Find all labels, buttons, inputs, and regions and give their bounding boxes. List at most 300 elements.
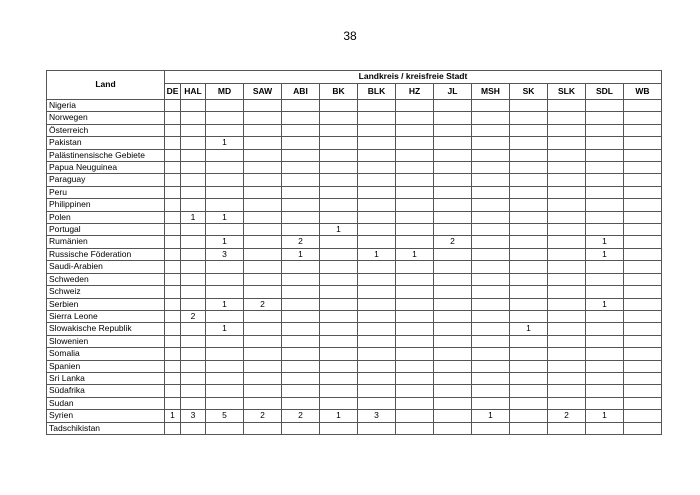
value-cell	[472, 335, 510, 347]
value-cell	[181, 323, 206, 335]
value-cell	[586, 186, 624, 198]
value-cell	[282, 298, 320, 310]
value-cell	[548, 124, 586, 136]
value-cell	[165, 298, 181, 310]
value-cell	[510, 124, 548, 136]
value-cell	[434, 224, 472, 236]
country-name: Nigeria	[47, 100, 165, 112]
value-cell: 2	[434, 236, 472, 248]
country-name: Palästinensische Gebiete	[47, 149, 165, 161]
value-cell	[320, 162, 358, 174]
value-cell	[434, 162, 472, 174]
value-cell	[282, 112, 320, 124]
value-cell	[624, 360, 662, 372]
value-cell	[282, 199, 320, 211]
value-cell	[510, 397, 548, 409]
value-cell	[358, 100, 396, 112]
country-name: Saudi-Arabien	[47, 261, 165, 273]
value-cell	[244, 100, 282, 112]
value-cell	[624, 410, 662, 422]
value-cell	[586, 211, 624, 223]
value-cell	[434, 335, 472, 347]
value-cell	[510, 286, 548, 298]
value-cell	[396, 410, 434, 422]
value-cell	[320, 298, 358, 310]
value-cell	[434, 124, 472, 136]
value-cell	[586, 310, 624, 322]
value-cell	[282, 360, 320, 372]
table-row	[47, 162, 662, 174]
value-cell	[472, 174, 510, 186]
value-cell	[396, 124, 434, 136]
value-cell: 3	[358, 410, 396, 422]
value-cell	[358, 348, 396, 360]
value-cell	[472, 323, 510, 335]
value-cell	[548, 335, 586, 347]
value-cell	[548, 310, 586, 322]
value-cell	[434, 310, 472, 322]
table-row	[47, 211, 662, 223]
value-cell	[586, 385, 624, 397]
value-cell	[165, 335, 181, 347]
value-cell	[624, 286, 662, 298]
value-cell	[358, 211, 396, 223]
value-cell	[396, 385, 434, 397]
value-cell	[586, 162, 624, 174]
value-cell	[320, 199, 358, 211]
column-header-jl: JL	[434, 84, 472, 100]
value-cell	[434, 112, 472, 124]
table-row	[47, 273, 662, 285]
value-cell	[206, 422, 244, 434]
value-cell	[396, 298, 434, 310]
value-cell	[165, 211, 181, 223]
value-cell	[396, 310, 434, 322]
value-cell	[206, 112, 244, 124]
value-cell	[206, 335, 244, 347]
value-cell	[181, 385, 206, 397]
value-cell	[548, 348, 586, 360]
value-cell	[624, 199, 662, 211]
value-cell	[396, 348, 434, 360]
value-cell	[472, 224, 510, 236]
value-cell	[358, 273, 396, 285]
value-cell	[320, 310, 358, 322]
value-cell	[510, 112, 548, 124]
value-cell	[510, 273, 548, 285]
value-cell	[244, 397, 282, 409]
value-cell	[181, 261, 206, 273]
value-cell	[548, 174, 586, 186]
value-cell	[181, 348, 206, 360]
country-name: Syrien	[47, 410, 165, 422]
value-cell	[396, 162, 434, 174]
value-cell	[358, 261, 396, 273]
value-cell	[434, 186, 472, 198]
value-cell	[548, 273, 586, 285]
value-cell: 1	[586, 236, 624, 248]
value-cell	[472, 248, 510, 260]
value-cell	[472, 137, 510, 149]
value-cell	[320, 174, 358, 186]
value-cell	[320, 397, 358, 409]
value-cell	[624, 137, 662, 149]
value-cell	[396, 261, 434, 273]
value-cell	[282, 149, 320, 161]
value-cell	[396, 397, 434, 409]
value-cell	[586, 112, 624, 124]
column-header-bk: BK	[320, 84, 358, 100]
value-cell	[434, 248, 472, 260]
value-cell	[181, 224, 206, 236]
value-cell	[181, 199, 206, 211]
value-cell	[510, 199, 548, 211]
value-cell	[320, 186, 358, 198]
table-body	[47, 100, 662, 435]
value-cell	[510, 298, 548, 310]
value-cell	[358, 186, 396, 198]
value-cell	[434, 100, 472, 112]
value-cell	[244, 335, 282, 347]
value-cell	[244, 137, 282, 149]
column-header-hal: HAL	[181, 84, 206, 100]
value-cell	[510, 385, 548, 397]
value-cell	[244, 372, 282, 384]
country-name: Österreich	[47, 124, 165, 136]
country-name: Philippinen	[47, 199, 165, 211]
country-name: Schweiz	[47, 286, 165, 298]
value-cell	[472, 422, 510, 434]
table-row	[47, 236, 662, 248]
column-header-sk: SK	[510, 84, 548, 100]
value-cell	[434, 323, 472, 335]
country-name: Somalia	[47, 348, 165, 360]
column-header-slk: SLK	[548, 84, 586, 100]
value-cell	[282, 372, 320, 384]
value-cell	[434, 261, 472, 273]
value-cell	[396, 186, 434, 198]
value-cell	[165, 310, 181, 322]
value-cell	[165, 124, 181, 136]
value-cell	[548, 100, 586, 112]
value-cell	[282, 261, 320, 273]
value-cell	[181, 422, 206, 434]
value-cell	[282, 286, 320, 298]
value-cell	[396, 236, 434, 248]
value-cell	[206, 186, 244, 198]
value-cell	[320, 211, 358, 223]
value-cell	[282, 273, 320, 285]
value-cell: 1	[206, 236, 244, 248]
value-cell	[472, 372, 510, 384]
table-row	[47, 137, 662, 149]
value-cell	[548, 360, 586, 372]
value-cell	[165, 162, 181, 174]
value-cell	[396, 335, 434, 347]
value-cell	[244, 286, 282, 298]
value-cell	[624, 224, 662, 236]
value-cell	[282, 323, 320, 335]
value-cell	[434, 273, 472, 285]
table-row	[47, 385, 662, 397]
table-row	[47, 224, 662, 236]
value-cell	[282, 335, 320, 347]
value-cell	[181, 335, 206, 347]
column-header-sdl: SDL	[586, 84, 624, 100]
value-cell	[586, 348, 624, 360]
value-cell	[244, 174, 282, 186]
value-cell	[165, 348, 181, 360]
country-name: Slowakische Republik	[47, 323, 165, 335]
value-cell	[548, 422, 586, 434]
table-row	[47, 100, 662, 112]
value-cell: 2	[181, 310, 206, 322]
value-cell	[586, 100, 624, 112]
value-cell	[510, 372, 548, 384]
value-cell	[244, 360, 282, 372]
value-cell	[206, 273, 244, 285]
value-cell: 1	[206, 323, 244, 335]
value-cell	[472, 286, 510, 298]
value-cell	[472, 310, 510, 322]
value-cell	[472, 211, 510, 223]
value-cell	[165, 372, 181, 384]
page-number: 38	[343, 29, 357, 43]
value-cell	[548, 224, 586, 236]
value-cell	[282, 310, 320, 322]
value-cell	[206, 372, 244, 384]
value-cell	[244, 348, 282, 360]
value-cell	[434, 137, 472, 149]
value-cell	[165, 286, 181, 298]
value-cell	[624, 100, 662, 112]
value-cell	[244, 310, 282, 322]
value-cell: 1	[586, 298, 624, 310]
value-cell	[358, 360, 396, 372]
value-cell	[396, 286, 434, 298]
statistics-table	[46, 70, 662, 435]
value-cell	[244, 261, 282, 273]
value-cell	[472, 236, 510, 248]
value-cell	[472, 360, 510, 372]
value-cell	[472, 298, 510, 310]
value-cell	[206, 385, 244, 397]
value-cell: 2	[548, 410, 586, 422]
value-cell: 1	[206, 211, 244, 223]
value-cell	[624, 236, 662, 248]
value-cell	[181, 112, 206, 124]
value-cell	[510, 422, 548, 434]
value-cell	[396, 112, 434, 124]
value-cell	[358, 236, 396, 248]
value-cell	[548, 248, 586, 260]
value-cell: 5	[206, 410, 244, 422]
value-cell	[548, 211, 586, 223]
value-cell	[358, 124, 396, 136]
value-cell	[586, 286, 624, 298]
table-row	[47, 323, 662, 335]
value-cell	[320, 261, 358, 273]
value-cell	[434, 286, 472, 298]
value-cell	[165, 174, 181, 186]
value-cell	[624, 385, 662, 397]
value-cell	[586, 199, 624, 211]
value-cell	[282, 124, 320, 136]
value-cell	[396, 199, 434, 211]
value-cell	[320, 124, 358, 136]
value-cell	[548, 261, 586, 273]
column-header-blk: BLK	[358, 84, 396, 100]
value-cell: 1	[206, 137, 244, 149]
column-header-msh: MSH	[472, 84, 510, 100]
value-cell	[624, 323, 662, 335]
value-cell	[586, 124, 624, 136]
value-cell	[510, 310, 548, 322]
value-cell	[244, 162, 282, 174]
value-cell	[624, 248, 662, 260]
value-cell	[510, 100, 548, 112]
value-cell	[358, 422, 396, 434]
value-cell	[396, 224, 434, 236]
value-cell	[548, 372, 586, 384]
value-cell: 1	[181, 211, 206, 223]
value-cell	[358, 174, 396, 186]
land-header: Land	[47, 71, 165, 100]
country-name: Norwegen	[47, 112, 165, 124]
value-cell	[586, 360, 624, 372]
value-cell	[472, 112, 510, 124]
country-name: Südafrika	[47, 385, 165, 397]
value-cell	[510, 236, 548, 248]
value-cell	[244, 186, 282, 198]
value-cell	[206, 149, 244, 161]
country-name: Serbien	[47, 298, 165, 310]
value-cell	[472, 385, 510, 397]
value-cell	[624, 261, 662, 273]
value-cell	[320, 422, 358, 434]
value-cell	[181, 372, 206, 384]
value-cell: 1	[472, 410, 510, 422]
country-name: Spanien	[47, 360, 165, 372]
value-cell	[624, 298, 662, 310]
value-cell	[510, 224, 548, 236]
value-cell	[548, 149, 586, 161]
value-cell	[434, 298, 472, 310]
value-cell: 1	[510, 323, 548, 335]
value-cell	[320, 137, 358, 149]
value-cell	[206, 310, 244, 322]
value-cell	[472, 348, 510, 360]
country-name: Polen	[47, 211, 165, 223]
value-cell	[586, 174, 624, 186]
value-cell	[165, 385, 181, 397]
value-cell	[282, 100, 320, 112]
column-header-abi: ABI	[282, 84, 320, 100]
value-cell	[358, 372, 396, 384]
value-cell	[396, 323, 434, 335]
value-cell	[358, 224, 396, 236]
value-cell	[472, 397, 510, 409]
value-cell	[282, 224, 320, 236]
value-cell	[396, 422, 434, 434]
value-cell	[282, 186, 320, 198]
value-cell	[510, 137, 548, 149]
value-cell	[282, 211, 320, 223]
value-cell	[358, 397, 396, 409]
value-cell	[206, 199, 244, 211]
table-row	[47, 124, 662, 136]
value-cell	[181, 100, 206, 112]
value-cell	[181, 186, 206, 198]
value-cell: 1	[396, 248, 434, 260]
value-cell	[165, 224, 181, 236]
value-cell	[510, 174, 548, 186]
value-cell	[244, 224, 282, 236]
value-cell	[165, 186, 181, 198]
value-cell	[396, 372, 434, 384]
value-cell	[510, 261, 548, 273]
value-cell	[510, 335, 548, 347]
value-cell	[548, 112, 586, 124]
value-cell	[586, 273, 624, 285]
value-cell	[320, 273, 358, 285]
country-name: Slowenien	[47, 335, 165, 347]
country-name: Schweden	[47, 273, 165, 285]
table-row	[47, 286, 662, 298]
value-cell	[358, 385, 396, 397]
value-cell	[434, 149, 472, 161]
value-cell	[624, 273, 662, 285]
value-cell	[181, 248, 206, 260]
value-cell	[510, 186, 548, 198]
value-cell	[396, 360, 434, 372]
value-cell	[165, 261, 181, 273]
value-cell	[434, 360, 472, 372]
value-cell: 2	[282, 236, 320, 248]
value-cell	[320, 236, 358, 248]
value-cell	[206, 286, 244, 298]
value-cell	[358, 149, 396, 161]
value-cell	[165, 199, 181, 211]
value-cell	[510, 410, 548, 422]
value-cell	[510, 211, 548, 223]
value-cell	[181, 174, 206, 186]
value-cell	[358, 335, 396, 347]
value-cell	[181, 236, 206, 248]
value-cell	[320, 112, 358, 124]
value-cell	[434, 397, 472, 409]
value-cell	[244, 385, 282, 397]
district-group-header: Landkreis / kreisfreie Stadt	[165, 71, 662, 84]
value-cell	[165, 236, 181, 248]
value-cell	[396, 211, 434, 223]
value-cell	[206, 348, 244, 360]
value-cell	[586, 137, 624, 149]
column-header-de: DE	[165, 84, 181, 100]
value-cell	[244, 149, 282, 161]
value-cell	[358, 310, 396, 322]
value-cell	[510, 149, 548, 161]
value-cell	[244, 273, 282, 285]
value-cell	[181, 286, 206, 298]
value-cell	[165, 273, 181, 285]
table-row	[47, 310, 662, 322]
value-cell	[320, 348, 358, 360]
value-cell	[244, 112, 282, 124]
value-cell: 2	[244, 298, 282, 310]
value-cell	[282, 385, 320, 397]
country-name: Peru	[47, 186, 165, 198]
